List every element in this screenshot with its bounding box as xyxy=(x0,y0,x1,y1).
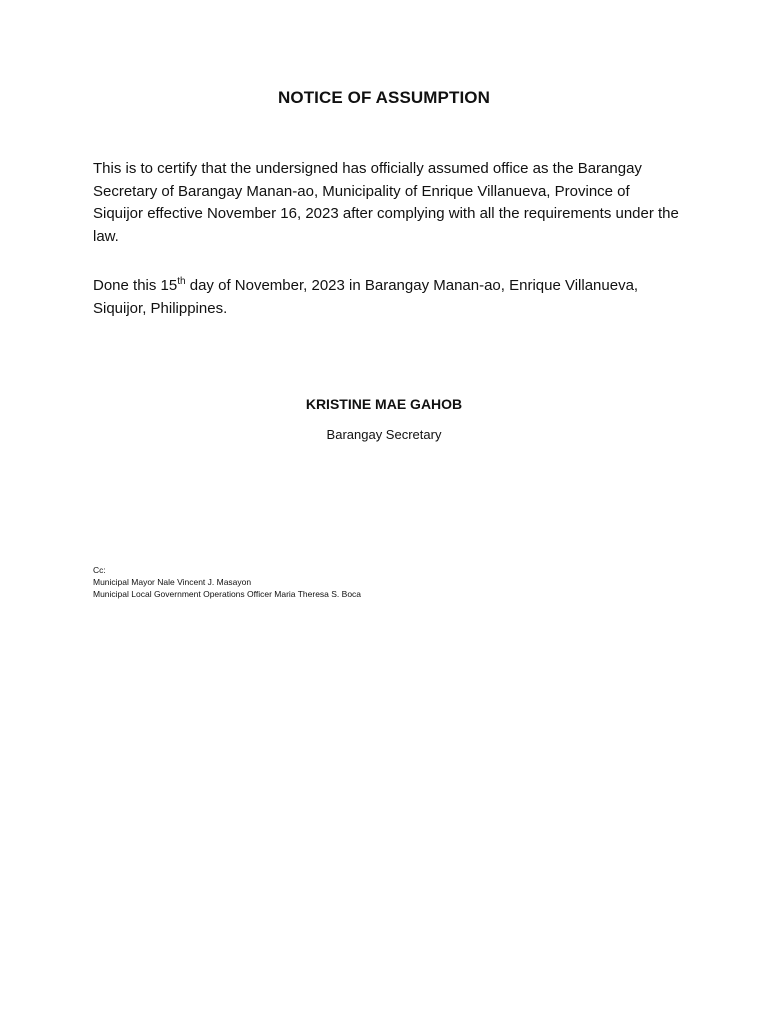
signatory-position: Barangay Secretary xyxy=(326,427,442,442)
document-title: NOTICE OF ASSUMPTION xyxy=(278,88,490,107)
cc-recipient: Municipal Mayor Nale Vincent J. Masayon xyxy=(93,577,252,587)
signatory-name: KRISTINE MAE GAHOB xyxy=(305,396,463,412)
ordinal-suffix: th xyxy=(177,276,186,287)
done-this-paragraph xyxy=(93,275,683,320)
cc-block xyxy=(93,564,361,600)
cc-recipient: Municipal Local Government Operations Officer Maria Theresa S. Boca xyxy=(93,589,362,599)
done-this-rest: day of November, 2023 in Barangay Manan-ao, Enrique Villanueva, Siquijor, Philippines. xyxy=(93,277,639,317)
cc-label: Cc: xyxy=(93,565,106,575)
certification-paragraph: This is to certify that the undersigned has officially assumed office as the Barangay Secretary of Barangay Manan-ao, Municipality of Enrique Villanueva, Province of Siquijor effective November 16, 2023 after complying with all the requirements under the law. xyxy=(93,160,679,245)
done-this-text: Done this 15 xyxy=(93,277,178,294)
